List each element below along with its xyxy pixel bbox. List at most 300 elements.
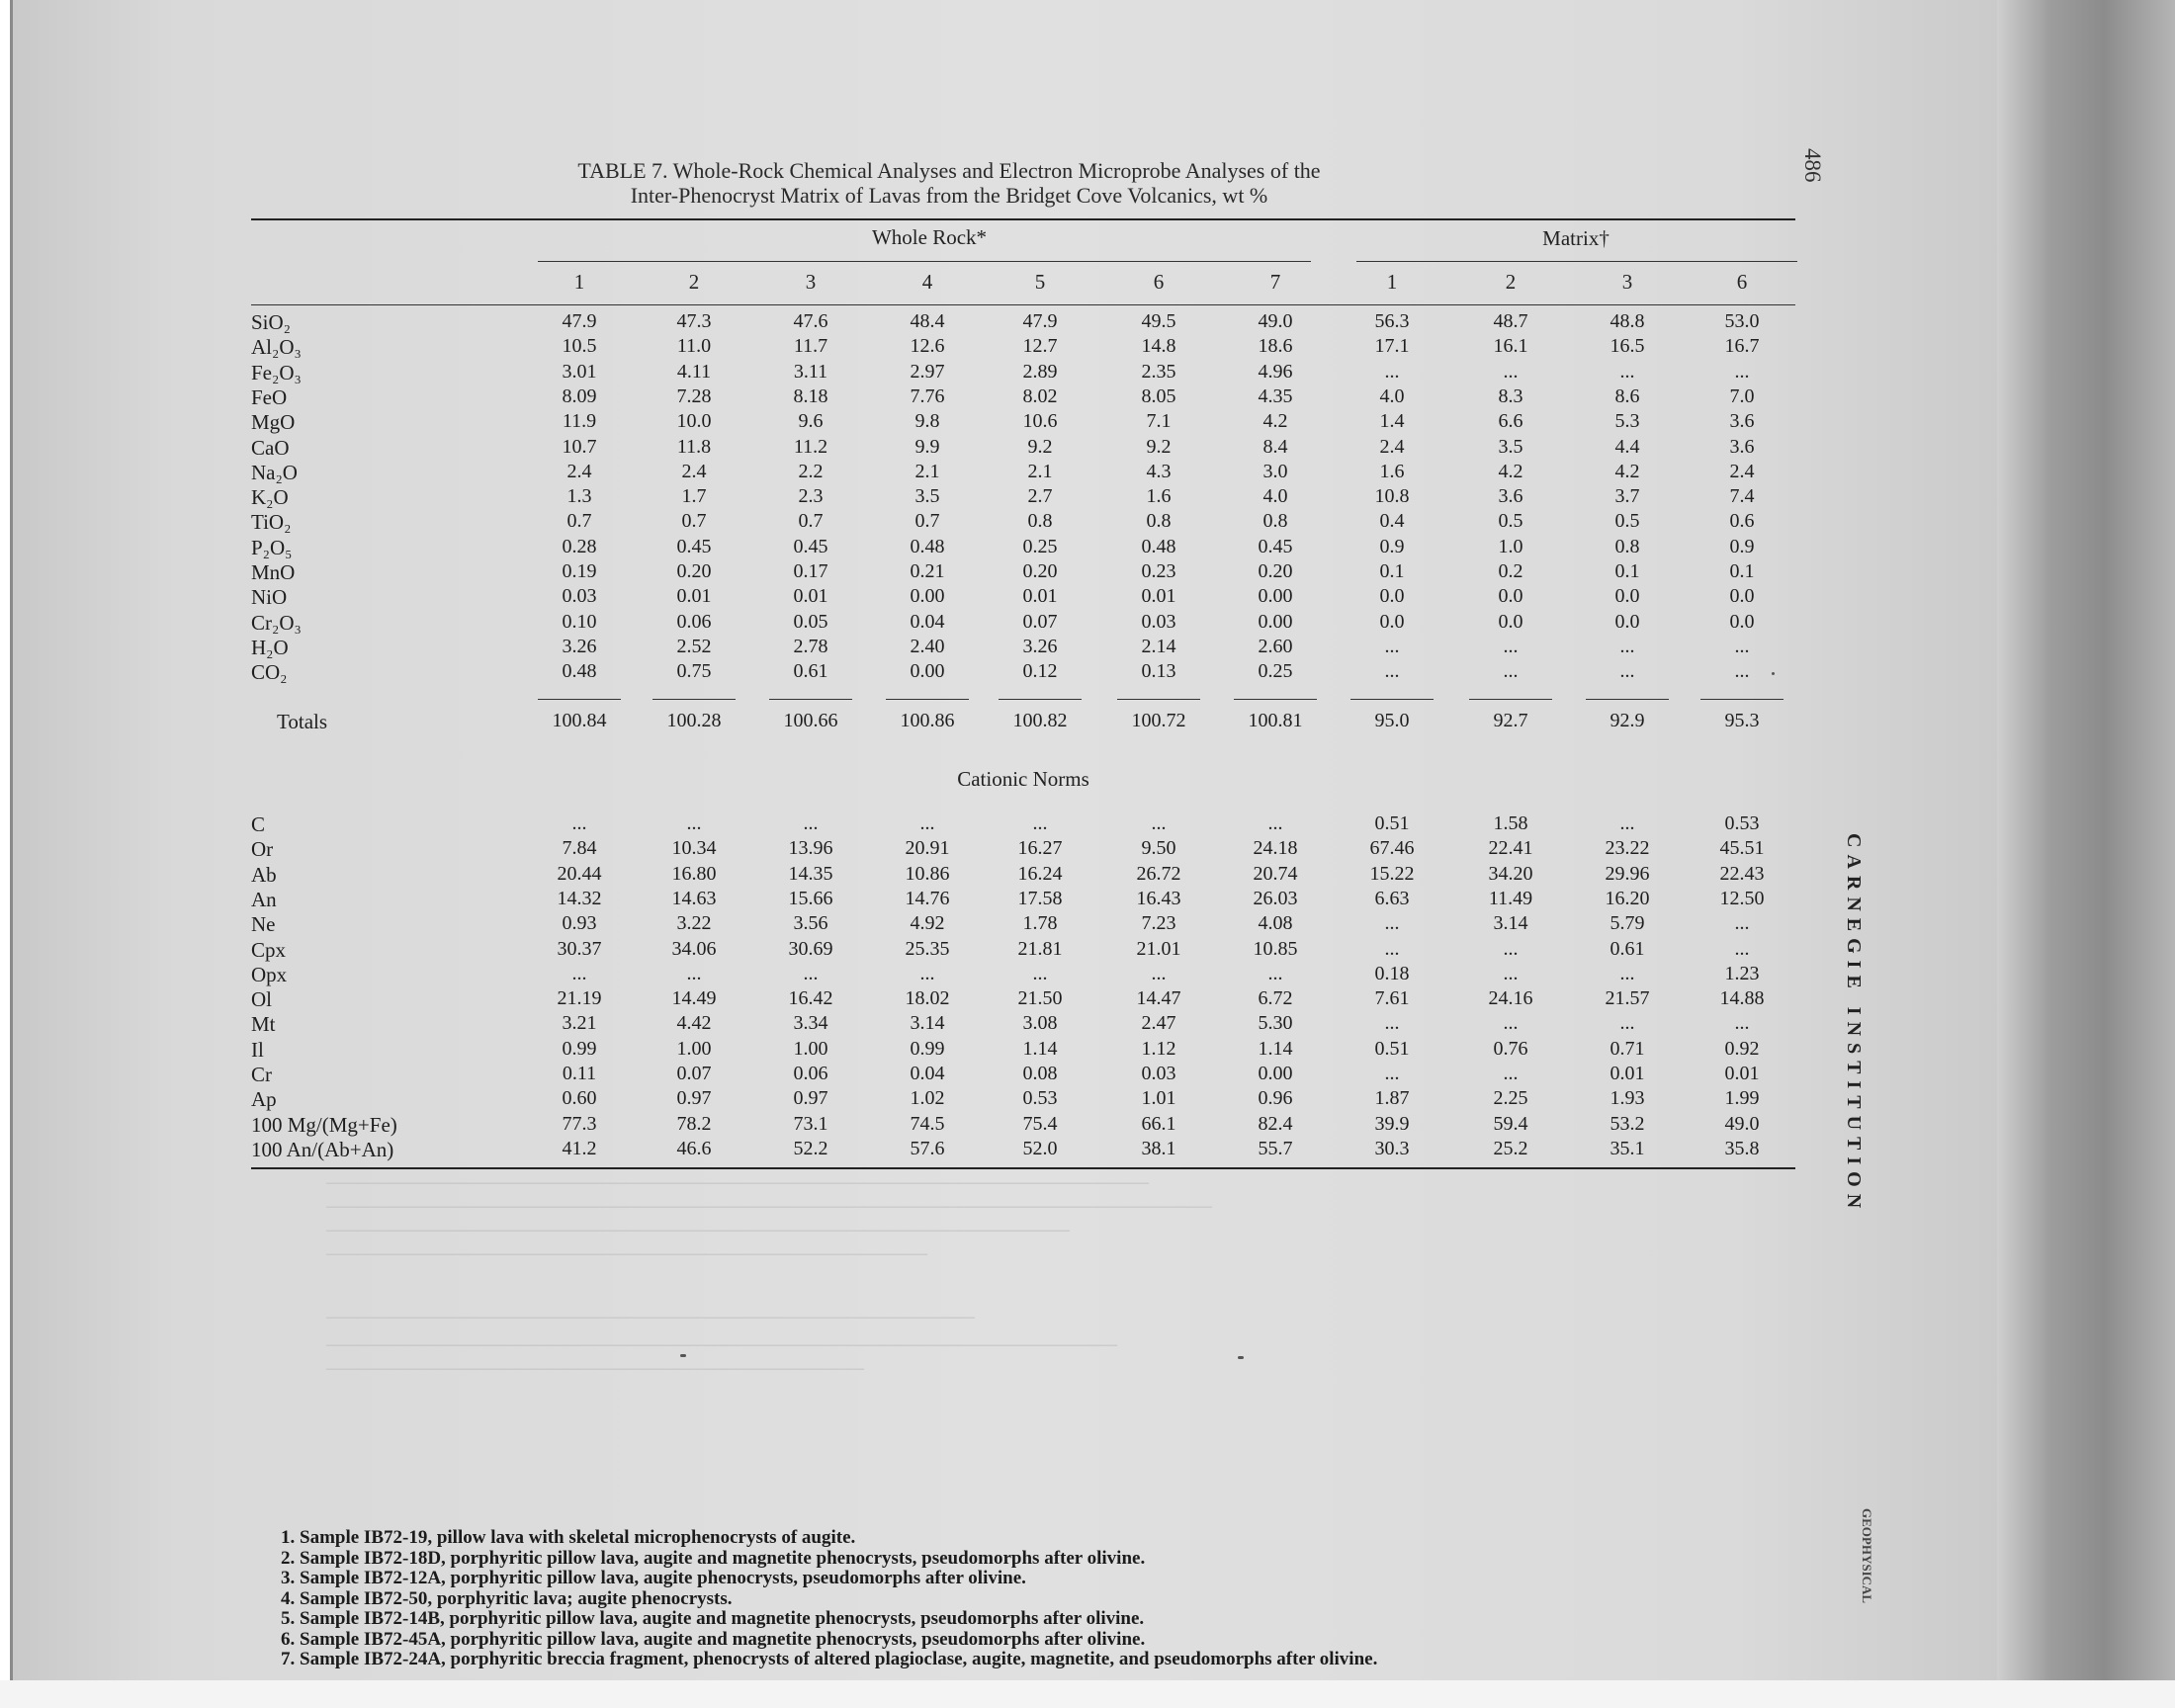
table-cell: 4.35: [1258, 384, 1293, 407]
table-cell: 49.5: [1141, 310, 1176, 332]
table-cell: 0.8: [1262, 510, 1288, 533]
table-cell: ...: [1503, 937, 1519, 960]
table-cell: 0.5: [1498, 510, 1523, 533]
table-cell: 12.6: [910, 335, 945, 358]
table-cell: 1.00: [793, 1037, 828, 1060]
table-cell: 100.66: [783, 710, 838, 731]
table-cell: 1.02: [910, 1087, 945, 1110]
table-cell: 0.17: [793, 560, 828, 582]
table-cell: 56.3: [1374, 310, 1410, 332]
table-cell: 1.58: [1493, 812, 1528, 834]
table-cell: ...: [1503, 962, 1519, 984]
table-cell: 2.35: [1141, 360, 1176, 383]
table-cell: 20.44: [557, 862, 602, 885]
table-cell: 4.96: [1258, 360, 1293, 383]
table-cell: 0.03: [1141, 1063, 1176, 1084]
table-cell: 48.7: [1493, 310, 1528, 332]
table-cell: 0.25: [1022, 535, 1058, 557]
table-cell: 2.60: [1258, 635, 1293, 657]
side-stamp: GEOPHYSICAL: [1860, 1508, 1874, 1604]
footnote: 4. Sample IB72-50, porphyritic lava; augite phenocrysts.: [281, 1587, 733, 1609]
table-cell: 21.57: [1605, 987, 1650, 1010]
table-cell: 52.2: [793, 1137, 828, 1159]
table-cell: 1.4: [1379, 410, 1405, 433]
table-cell: 0.7: [914, 510, 940, 533]
table-cell: 2.25: [1493, 1087, 1528, 1110]
table-cell: 67.46: [1369, 837, 1415, 860]
table-cell: 4.08: [1258, 912, 1293, 935]
footnote: 3. Sample IB72-12A, porphyritic pillow lava, augite phenocrysts, pseudomorphs after olivine.: [281, 1568, 1026, 1588]
table-cell: 30.37: [557, 937, 602, 960]
table-cell: 1.3: [566, 485, 592, 508]
table-cell: 7.23: [1141, 912, 1176, 935]
table-cell: 5.30: [1258, 1012, 1293, 1035]
table-cell: 1.7: [681, 485, 707, 508]
table-cell: ...: [571, 812, 587, 834]
table-cell: ...: [1384, 360, 1400, 383]
row-label: Ap: [251, 1087, 277, 1112]
table-bottom-rule: [251, 1167, 1795, 1169]
table-cell: ...: [1619, 635, 1635, 657]
table-cell: 16.7: [1724, 335, 1760, 358]
table-cell: 30.69: [788, 937, 833, 960]
table-cell: 78.2: [676, 1112, 712, 1135]
table-cell: 5.3: [1614, 410, 1640, 433]
table-cell: 0.8: [1614, 535, 1640, 557]
table-cell: 2.47: [1141, 1012, 1176, 1035]
row-label: 100 An/(Ab+An): [251, 1137, 394, 1161]
table-cell: 3.56: [793, 912, 828, 935]
table-cell: 21.50: [1017, 987, 1063, 1010]
table-cell: 16.43: [1136, 887, 1181, 909]
sum-underline: [1700, 699, 1784, 700]
table-cell: 0.07: [676, 1063, 712, 1084]
table-cell: 0.08: [1022, 1063, 1058, 1084]
table-cell: ...: [1151, 962, 1167, 984]
table-cell: 0.00: [910, 585, 945, 608]
table-cell: 0.00: [1258, 585, 1293, 608]
table-cell: 24.16: [1488, 987, 1533, 1010]
table-cell: 48.8: [1610, 310, 1645, 332]
table-cell: 1.12: [1141, 1037, 1176, 1060]
column-header: 3: [1621, 270, 1633, 294]
table-cell: 0.7: [681, 510, 707, 533]
table-cell: 0.0: [1498, 585, 1523, 608]
table-cell: 3.5: [914, 485, 940, 508]
table-cell: 30.3: [1374, 1137, 1410, 1159]
table-cell: ...: [919, 812, 935, 834]
table-cell: 21.19: [557, 987, 602, 1010]
table-cell: 16.1: [1493, 335, 1528, 358]
table-caption: [524, 158, 1374, 208]
table-cell: 4.3: [1146, 460, 1172, 482]
row-label: MgO: [251, 410, 296, 435]
table-cell: 10.5: [562, 335, 597, 358]
table-cell: 0.1: [1729, 560, 1755, 582]
table-cell: 0.01: [676, 585, 712, 608]
table-cell: 4.11: [676, 360, 712, 383]
whole-rock-span-rule: [538, 261, 1311, 262]
table-cell: 1.93: [1610, 1087, 1645, 1110]
table-cell: 20.74: [1253, 862, 1298, 885]
table-cell: 0.99: [562, 1037, 597, 1060]
table-cell: 53.0: [1724, 310, 1760, 332]
table-cell: 48.4: [910, 310, 945, 332]
table-cell: 0.25: [1258, 660, 1293, 683]
table-cell: 10.34: [671, 837, 717, 860]
table-cell: 2.89: [1022, 360, 1058, 383]
table-cell: 8.02: [1022, 384, 1058, 407]
footnote: 7. Sample IB72-24A, porphyritic breccia fragment, phenocrysts of altered plagioclase, augite, magnetite, and pseudomorphs after olivine.: [281, 1649, 1378, 1669]
table-cell: 16.80: [671, 862, 717, 885]
table-cell: 3.21: [562, 1012, 597, 1035]
table-cell: 0.4: [1379, 510, 1405, 533]
table-cell: 0.00: [1258, 1063, 1293, 1084]
footnote: 1. Sample IB72-19, pillow lava with skeletal microphenocrysts of augite.: [281, 1527, 856, 1548]
table-cell: 9.8: [914, 410, 940, 433]
row-label: MnO: [251, 560, 296, 584]
table-cell: 0.61: [1610, 937, 1645, 960]
table-cell: 35.8: [1724, 1137, 1760, 1159]
table-cell: 3.7: [1614, 485, 1640, 508]
table-cell: 47.6: [793, 310, 828, 332]
table-cell: 5.79: [1610, 912, 1645, 935]
row-label: Ab: [251, 862, 277, 887]
table-cell: 8.09: [562, 384, 597, 407]
table-cell: 4.2: [1614, 460, 1640, 482]
column-header: 2: [688, 270, 700, 294]
table-cell: ...: [571, 962, 587, 984]
row-label: Fe₂O₃: [251, 360, 302, 384]
table-cell: 11.8: [676, 435, 712, 458]
row-label: Ne: [251, 912, 276, 937]
table-cell: 75.4: [1022, 1112, 1058, 1135]
table-cell: 2.97: [910, 360, 945, 383]
table-cell: 0.12: [1022, 660, 1058, 683]
column-header: 5: [1034, 270, 1046, 294]
table-cell: 0.0: [1379, 610, 1405, 633]
table-cell: 10.6: [1022, 410, 1058, 433]
row-label: K₂O: [251, 485, 289, 510]
table-cell: 4.92: [910, 912, 945, 935]
sum-underline: [1117, 699, 1200, 700]
scan-shadow: [1997, 0, 2175, 1708]
table-cell: 0.13: [1141, 660, 1176, 683]
table-cell: 7.1: [1146, 410, 1172, 433]
table-cell: ...: [1734, 937, 1750, 960]
table-cell: 25.35: [905, 937, 950, 960]
table-cell: 11.7: [793, 335, 828, 358]
table-cell: 2.78: [793, 635, 828, 657]
table-cell: ...: [1619, 962, 1635, 984]
table-cell: 11.9: [562, 410, 597, 433]
sum-underline: [1586, 699, 1669, 700]
table-cell: 1.14: [1022, 1037, 1058, 1060]
table-cell: 16.42: [788, 987, 833, 1010]
table-cell: 8.4: [1262, 435, 1288, 458]
table-cell: 0.60: [562, 1087, 597, 1110]
table-cell: 49.0: [1724, 1112, 1760, 1135]
footnote: 2. Sample IB72-18D, porphyritic pillow lava, augite and magnetite phenocrysts, pseudomorphs after olivine.: [281, 1547, 1146, 1569]
table-cell: 16.20: [1605, 887, 1650, 909]
table-cell: 2.4: [1729, 460, 1755, 482]
table-cell: 0.53: [1724, 812, 1760, 834]
table-cell: 0.1: [1614, 560, 1640, 582]
table-cell: 0.04: [910, 610, 945, 633]
table-cell: 66.1: [1141, 1112, 1176, 1135]
table-cell: 0.10: [562, 610, 597, 633]
table-cell: 100.82: [1012, 710, 1068, 731]
sum-underline: [886, 699, 969, 700]
table-cell: 0.0: [1379, 585, 1405, 608]
table-cell: 0.11: [562, 1063, 597, 1084]
table-cell: 2.4: [681, 460, 707, 482]
table-cell: 6.63: [1374, 887, 1410, 909]
table-cell: 11.2: [793, 435, 828, 458]
table-cell: 2.3: [798, 485, 824, 508]
table-cell: 1.87: [1374, 1087, 1410, 1110]
table-cell: 8.6: [1614, 384, 1640, 407]
table-cell: 15.22: [1369, 862, 1415, 885]
table-cell: 0.6: [1729, 510, 1755, 533]
table-cell: 0.48: [562, 660, 597, 683]
table-cell: 2.1: [1027, 460, 1053, 482]
row-label: NiO: [251, 585, 288, 610]
table-cell: 26.72: [1136, 862, 1181, 885]
table-cell: 0.76: [1493, 1037, 1528, 1060]
caption-line-1: TABLE 7. Whole-Rock Chemical Analyses and Electron Microprobe Analyses of the: [577, 158, 1321, 183]
table-cell: 4.4: [1614, 435, 1640, 458]
row-label: H₂O: [251, 635, 289, 659]
table-cell: 2.14: [1141, 635, 1176, 657]
table-cell: 2.52: [676, 635, 712, 657]
table-cell: 1.0: [1498, 535, 1523, 557]
table-cell: 3.0: [1262, 460, 1288, 482]
table-cell: 14.88: [1719, 987, 1765, 1010]
table-cell: 0.53: [1022, 1087, 1058, 1110]
table-cell: 47.3: [676, 310, 712, 332]
table-cell: 0.19: [562, 560, 597, 582]
table-cell: 3.26: [1022, 635, 1058, 657]
sum-underline: [1234, 699, 1317, 700]
table-cell: 9.2: [1027, 435, 1053, 458]
table-cell: 8.05: [1141, 384, 1176, 407]
table-cell: ...: [1734, 912, 1750, 935]
table-cell: 100.84: [552, 710, 607, 731]
table-cell: 55.7: [1258, 1137, 1293, 1159]
page-number: 486: [1800, 148, 1825, 183]
table-cell: 0.7: [798, 510, 824, 533]
sum-underline: [652, 699, 736, 700]
table-cell: 35.1: [1610, 1137, 1645, 1159]
table-cell: 3.6: [1729, 410, 1755, 433]
table-cell: 0.51: [1374, 812, 1410, 834]
table-cell: ...: [686, 962, 702, 984]
row-label: Cpx: [251, 937, 287, 962]
table-cell: 2.7: [1027, 485, 1053, 508]
table-cell: 3.14: [910, 1012, 945, 1035]
table-cell: 57.6: [910, 1137, 945, 1159]
publisher-running-head: CARNEGIE INSTITUTION: [1843, 833, 1865, 1216]
table-cell: 23.22: [1605, 837, 1650, 860]
table-cell: 7.76: [910, 384, 945, 407]
table-cell: 0.9: [1729, 535, 1755, 557]
table-cell: 0.71: [1610, 1037, 1645, 1060]
table-cell: 21.01: [1136, 937, 1181, 960]
table-cell: 0.51: [1374, 1037, 1410, 1060]
table-cell: ...: [919, 962, 935, 984]
table-cell: ...: [686, 812, 702, 834]
table-cell: 10.85: [1253, 937, 1298, 960]
table-cell: 3.26: [562, 635, 597, 657]
table-cell: ...: [1032, 962, 1048, 984]
sum-underline: [999, 699, 1082, 700]
table-cell: 34.06: [671, 937, 717, 960]
row-label: Opx: [251, 962, 288, 986]
table-cell: 18.02: [905, 987, 950, 1010]
table-cell: 12.7: [1022, 335, 1058, 358]
table-cell: 0.7: [566, 510, 592, 533]
table-cell: 1.78: [1022, 912, 1058, 935]
table-cell: 100.86: [900, 710, 955, 731]
table-cell: 10.8: [1374, 485, 1410, 508]
table-cell: 2.4: [1379, 435, 1405, 458]
table-cell: 3.5: [1498, 435, 1523, 458]
table-cell: 3.34: [793, 1012, 828, 1035]
table-cell: 0.06: [676, 610, 712, 633]
row-label: Totals: [277, 710, 328, 733]
table-cell: ...: [1734, 360, 1750, 383]
table-cell: 0.01: [793, 585, 828, 608]
row-label: Cr₂O₃: [251, 610, 302, 635]
table-cell: ...: [1734, 660, 1750, 683]
table-cell: 49.0: [1258, 310, 1293, 332]
table-cell: 53.2: [1610, 1112, 1645, 1135]
table-cell: 14.8: [1141, 335, 1176, 358]
table-cell: 0.45: [793, 535, 828, 557]
table-cell: 47.9: [1022, 310, 1058, 332]
table-cell: 0.99: [910, 1037, 945, 1060]
table-cell: 0.0: [1614, 585, 1640, 608]
table-cell: 14.47: [1136, 987, 1181, 1010]
table-cell: 1.01: [1141, 1087, 1176, 1110]
table-cell: 26.03: [1253, 887, 1298, 909]
footnote: 6. Sample IB72-45A, porphyritic pillow lava, augite and magnetite phenocrysts, pseudomorphs after olivine.: [281, 1628, 1146, 1650]
table-cell: 22.43: [1719, 862, 1765, 885]
table-cell: 52.0: [1022, 1137, 1058, 1159]
row-label: Cr: [251, 1063, 272, 1086]
table-cell: 9.9: [914, 435, 940, 458]
table-cell: 100.28: [666, 710, 722, 731]
table-cell: ...: [1503, 1012, 1519, 1035]
table-cell: 16.24: [1017, 862, 1063, 885]
row-label: CaO: [251, 435, 290, 460]
table-cell: 10.7: [562, 435, 597, 458]
table-cell: 7.84: [562, 837, 597, 860]
row-label: C: [251, 812, 266, 836]
group-header-whole-rock: Whole Rock*: [871, 225, 988, 249]
table-cell: 4.0: [1379, 384, 1405, 407]
table-cell: 46.6: [676, 1137, 712, 1159]
row-label: 100 Mg/(Mg+Fe): [251, 1112, 397, 1137]
table-cell: 39.9: [1374, 1112, 1410, 1135]
table-cell: 0.0: [1498, 610, 1523, 633]
row-label: Or: [251, 837, 274, 862]
table-cell: 10.0: [676, 410, 712, 433]
table-cell: 0.8: [1146, 510, 1172, 533]
table-cell: 24.18: [1253, 837, 1298, 860]
table-cell: ...: [1032, 812, 1048, 834]
table-cell: 4.2: [1262, 410, 1288, 433]
table-cell: 11.49: [1488, 887, 1533, 909]
row-label: Al₂O₃: [251, 335, 302, 360]
row-label: Il: [251, 1037, 264, 1062]
table-cell: 14.35: [788, 862, 833, 885]
table-cell: 0.8: [1027, 510, 1053, 533]
row-label: Mt: [251, 1012, 276, 1037]
table-cell: 9.6: [798, 410, 824, 433]
table-cell: 29.96: [1605, 862, 1650, 885]
column-header: 6: [1736, 270, 1748, 294]
matrix-span-rule: [1356, 261, 1797, 262]
table-cell: 0.93: [562, 912, 597, 935]
table-cell: ...: [1151, 812, 1167, 834]
table-cell: 92.9: [1610, 710, 1645, 731]
table-cell: 13.96: [788, 837, 833, 860]
table-cell: 0.01: [1724, 1063, 1760, 1084]
table-cell: 20.91: [905, 837, 950, 860]
table-cell: 0.03: [562, 585, 597, 608]
table-cell: 0.45: [1258, 535, 1293, 557]
table-cell: ...: [1267, 962, 1283, 984]
table-cell: 0.1: [1379, 560, 1405, 582]
row-label: Ol: [251, 987, 272, 1012]
table-cell: 0.18: [1374, 962, 1410, 984]
table-cell: ...: [1384, 937, 1400, 960]
table-cell: 9.50: [1141, 837, 1176, 860]
table-cell: 0.97: [676, 1087, 712, 1110]
table-cell: 0.23: [1141, 560, 1176, 582]
table-cell: ...: [1734, 635, 1750, 657]
caption-line-2: Inter-Phenocryst Matrix of Lavas from the Bridget Cove Volcanics, wt %: [630, 183, 1268, 208]
table-cell: 0.75: [676, 660, 712, 683]
table-cell: 11.0: [676, 335, 712, 358]
table-cell: 0.9: [1379, 535, 1405, 557]
row-label: CO₂: [251, 660, 288, 685]
table-cell: 22.41: [1488, 837, 1533, 860]
table-cell: 8.3: [1498, 384, 1523, 407]
table-cell: ...: [1384, 1012, 1400, 1035]
table-top-rule: [251, 218, 1795, 220]
sum-underline: [1469, 699, 1552, 700]
column-header: 2: [1505, 270, 1517, 294]
sum-underline: [1350, 699, 1434, 700]
table-cell: ...: [1734, 1012, 1750, 1035]
table-cell: 0.2: [1498, 560, 1523, 582]
table-cell: 0.0: [1729, 585, 1755, 608]
table-cell: 4.0: [1262, 485, 1288, 508]
table-cell: 74.5: [910, 1112, 945, 1135]
table-cell: ...: [1503, 1063, 1519, 1084]
table-cell: 2.2: [798, 460, 824, 482]
column-header-rule: [251, 304, 1795, 305]
table-cell: 0.45: [676, 535, 712, 557]
sum-underline: [769, 699, 852, 700]
table-cell: 100.72: [1131, 710, 1186, 731]
table-cell: 0.00: [910, 660, 945, 683]
table-cell: 0.61: [793, 660, 828, 683]
table-cell: ...: [803, 812, 819, 834]
